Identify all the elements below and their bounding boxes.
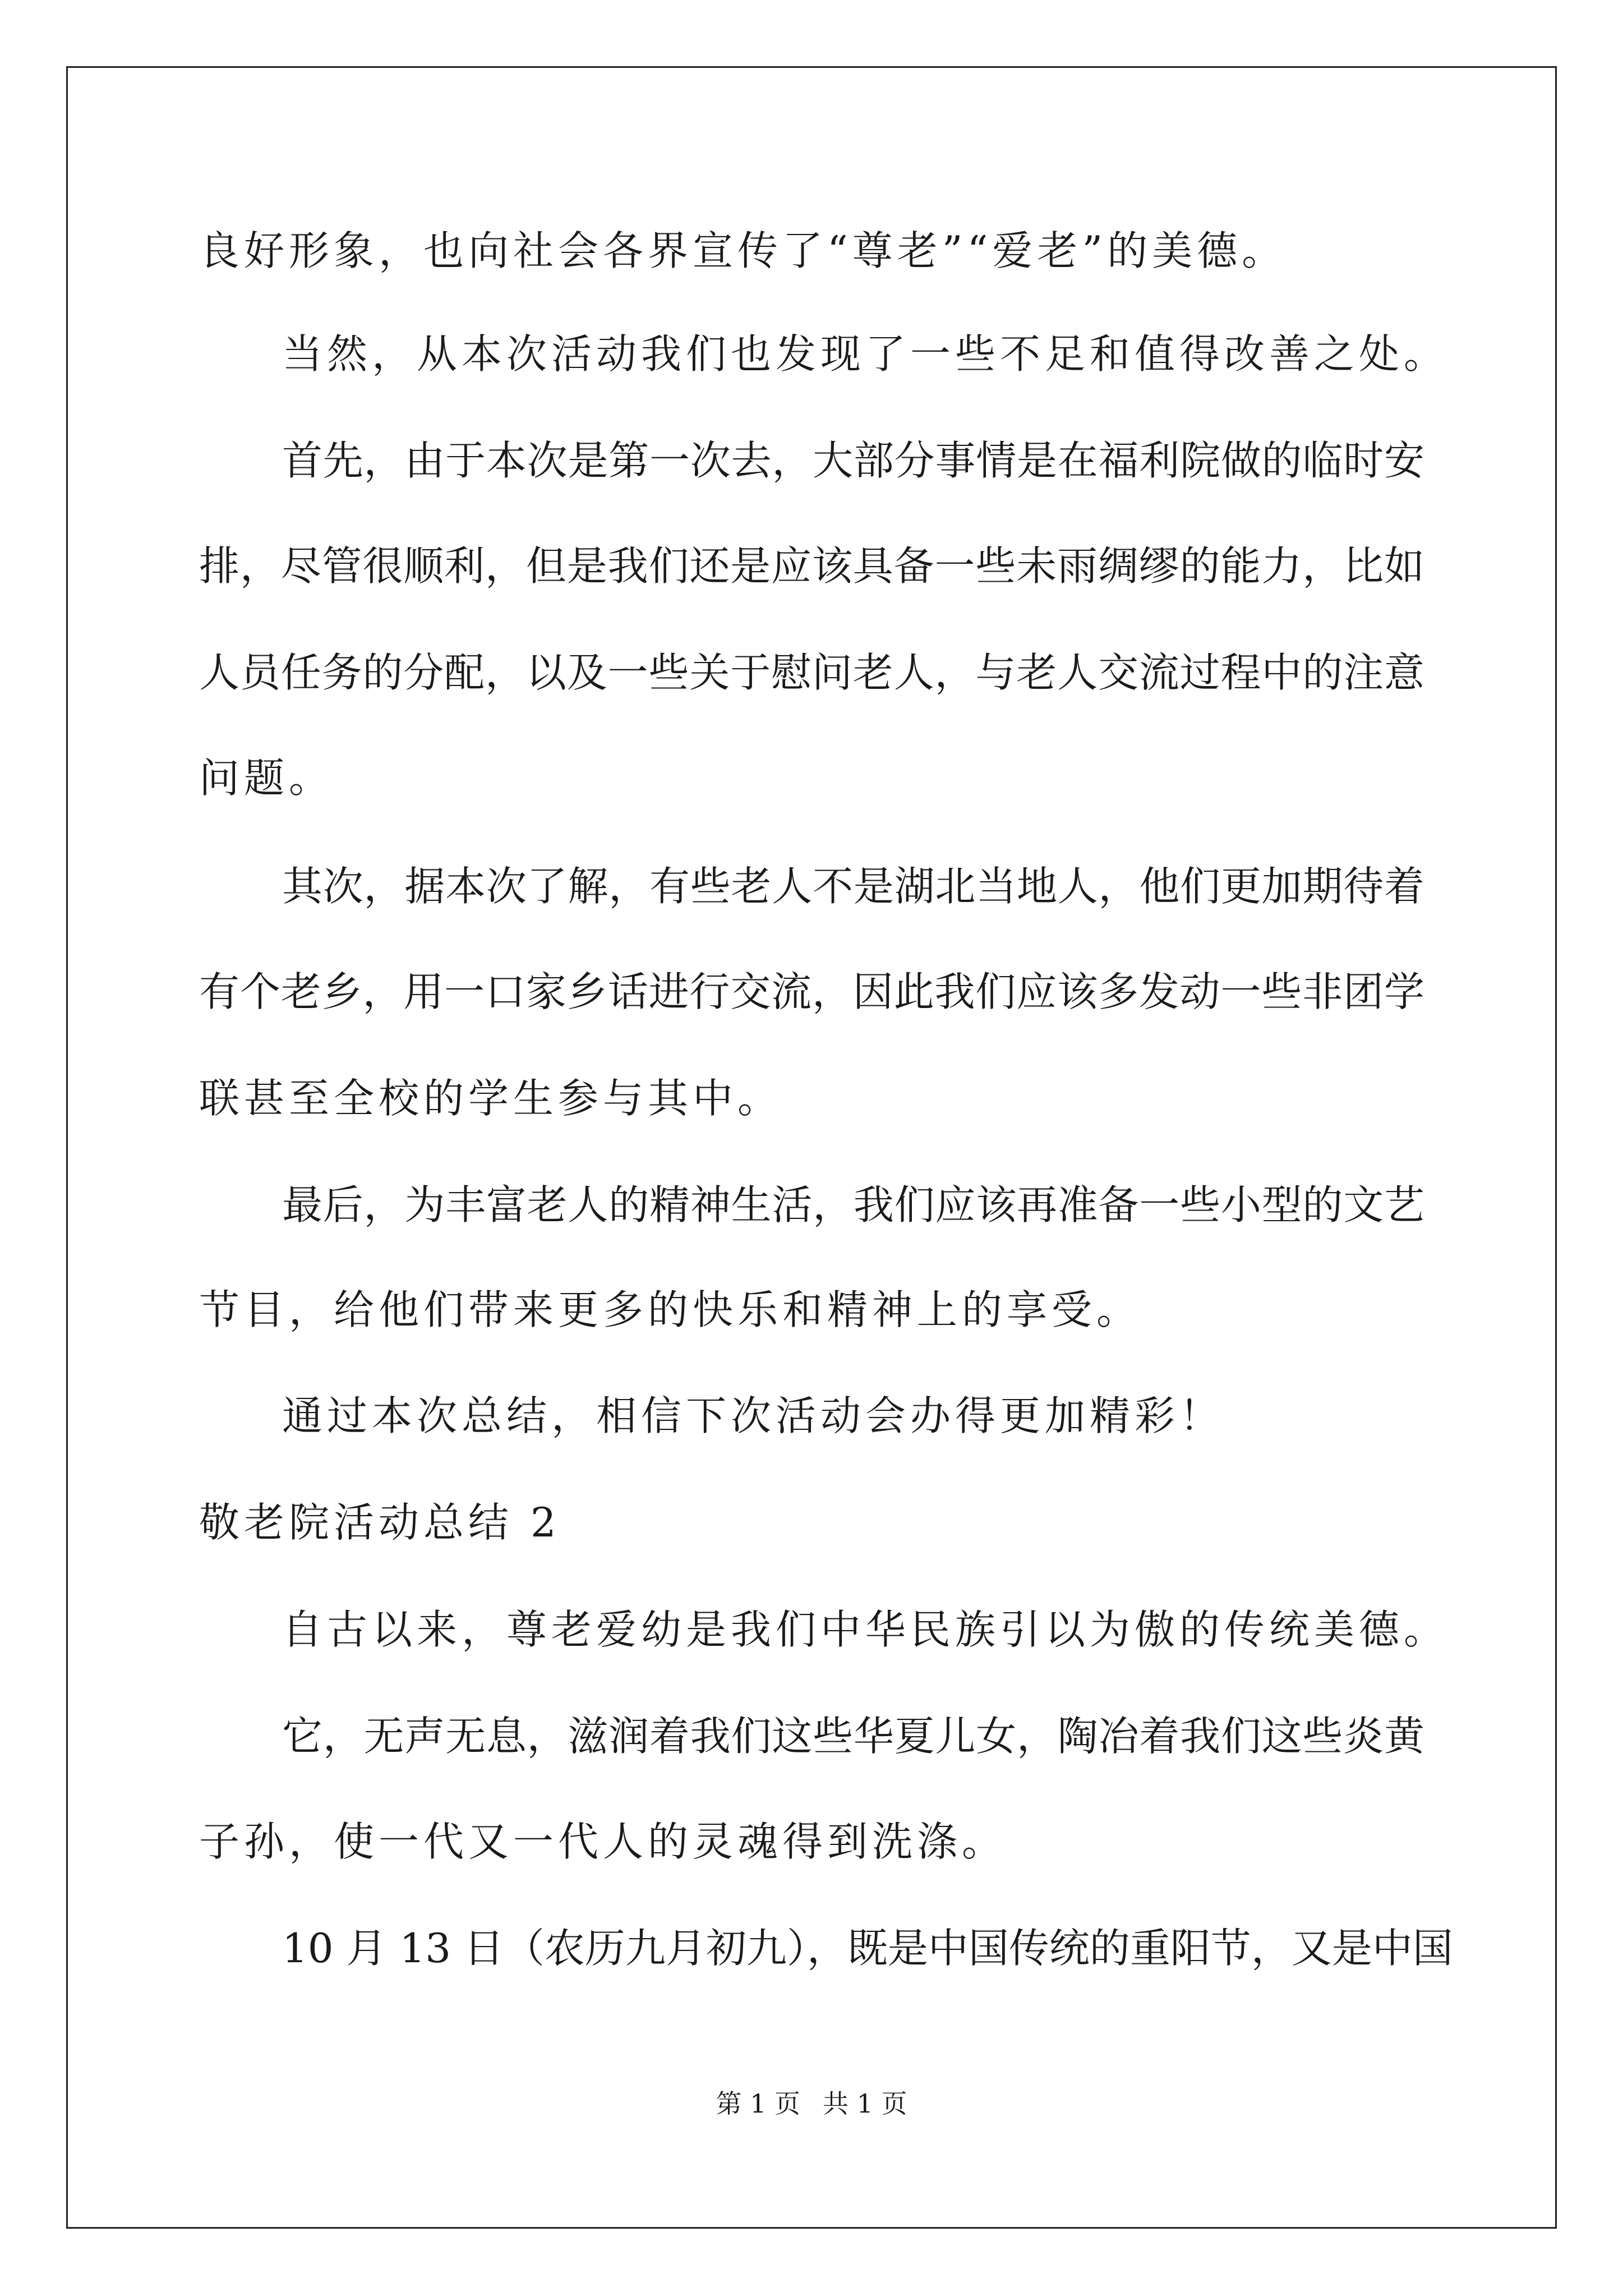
body-line-4: 排，尽管很顺利，但是我们还是应该具备一些未雨绸缪的能力，比如: [199, 542, 1424, 590]
body-line-3: 首先，由于本次是第一次去，大部分事情是在福利院做的临时安: [282, 437, 1424, 484]
body-line-7: 其次，据本次了解，有些老人不是湖北当地人，他们更加期待着: [282, 863, 1424, 910]
body-line-12: 通过本次总结，相信下次活动会办得更加精彩！: [282, 1392, 1225, 1439]
body-line-17: 10 月 13 日（农历九月初九），既是中国传统的重阳节，又是中国: [282, 1925, 1453, 1972]
page-border: [66, 66, 1557, 2229]
page-footer: [0, 2087, 1623, 2120]
section-heading: 敬老院活动总结 2: [199, 1499, 561, 1546]
body-line-8: 有个老乡，用一口家乡话进行交流，因此我们应该多发动一些非团学: [199, 968, 1424, 1015]
page-number: 第 1 页: [716, 2088, 800, 2119]
body-line-16: 子孙，使一代又一代人的灵魂得到洗涤。: [199, 1818, 1007, 1865]
body-line-2: 当然，从本次活动我们也发现了一些不足和值得改善之处。: [282, 330, 1449, 378]
body-line-10: 最后，为丰富老人的精神生活，我们应该再准备一些小型的文艺: [282, 1181, 1424, 1228]
body-line-9: 联甚至全校的学生参与其中。: [199, 1075, 783, 1122]
body-line-1: 良好形象，也向社会各界宣传了“尊老”“爱老”的美德。: [199, 227, 1287, 274]
page-total: 共 1 页: [823, 2088, 907, 2119]
body-line-15: 它，无声无息，滋润着我们这些华夏儿女，陶冶着我们这些炎黄: [282, 1713, 1424, 1760]
body-line-11: 节目，给他们带来更多的快乐和精神上的享受。: [199, 1286, 1142, 1333]
body-line-5: 人员任务的分配，以及一些关于慰问老人，与老人交流过程中的注意: [199, 649, 1424, 696]
body-line-6: 问题。: [199, 754, 334, 802]
body-line-14: 自古以来，尊老爱幼是我们中华民族引以为傲的传统美德。: [282, 1606, 1449, 1653]
